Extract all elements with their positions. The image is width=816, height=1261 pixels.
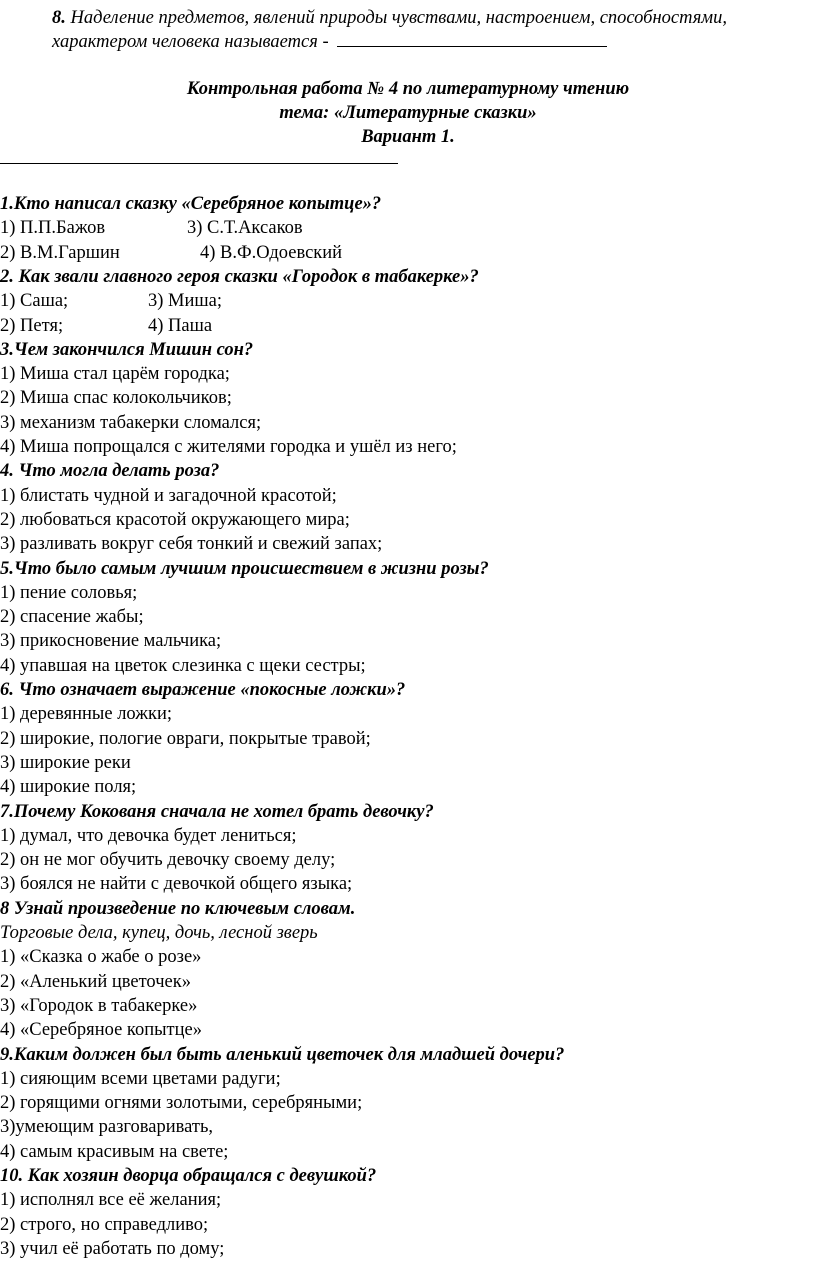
answer-blank[interactable] — [337, 30, 607, 47]
answer-option[interactable]: 3) прикосновение мальчика; — [0, 631, 222, 652]
answer-option[interactable]: 1) деревянные ложки; — [0, 704, 173, 725]
intro-number: 8. — [52, 8, 66, 28]
answer-option[interactable]: 1) сияющим всеми цветами радуги; — [0, 1068, 281, 1089]
answer-option[interactable]: 2) он не мог обучить девочку своему делу; — [0, 850, 336, 871]
question-3: 3.Чем закончился Мишин сон? — [0, 339, 254, 360]
answer-option[interactable]: 3) разливать вокруг себя тонкий и свежий запах; — [0, 534, 383, 555]
answer-option[interactable]: 3) боялся не найти с девочкой общего языка; — [0, 874, 353, 895]
answer-option[interactable]: 1) думал, что девочка будет лениться; — [0, 825, 297, 846]
answer-option[interactable]: 3) механизм табакерки сломался; — [0, 412, 262, 433]
answer-option[interactable]: 3) «Городок в табакерке» — [0, 995, 198, 1016]
question-7: 7.Почему Кокованя сначала не хотел брать девочку? — [0, 801, 434, 822]
question-6: 6. Что означает выражение «покосные ложки»? — [0, 680, 406, 700]
answer-option[interactable]: 2) «Аленький цветочек» — [0, 971, 191, 992]
answer-option[interactable]: 2) Миша спас колокольчиков; — [0, 388, 232, 409]
answer-option[interactable]: 2) В.М.Гаршин — [0, 242, 120, 263]
intro-text-2: характером человека называется - — [52, 32, 334, 52]
answer-option[interactable]: 1) пение соловья; — [0, 582, 138, 603]
answer-option[interactable]: 4) Паша — [148, 315, 213, 336]
question-10: 10. Как хозяин дворца обращался с девушкой? — [0, 1166, 377, 1186]
answer-option[interactable]: 2) строго, но справедливо; — [0, 1214, 209, 1235]
answer-option[interactable]: 4) Миша попрощался с жителями городка и ушёл из него; — [0, 437, 457, 457]
question-9: 9.Каким должен был быть аленький цветочек для младшей дочери? — [0, 1044, 565, 1065]
answer-option[interactable]: 2) любоваться красотой окружающего мира; — [0, 509, 350, 530]
divider — [0, 163, 398, 164]
page-title: Контрольная работа № 4 по литературному чтению — [186, 79, 630, 99]
answer-option[interactable]: 2) Петя; — [0, 315, 64, 336]
question-2: 2. Как звали главного героя сказки «Городок в табакерке»? — [0, 266, 479, 287]
answer-option[interactable]: 3) Миша; — [148, 291, 222, 312]
intro-line-1 — [52, 6, 727, 30]
answer-option[interactable]: 4) В.Ф.Одоевский — [200, 242, 343, 263]
question-4: 4. Что могла делать роза? — [0, 461, 220, 482]
intro-text: Наделение предметов, явлений природы чувствами, настроением, способностями, — [65, 8, 727, 28]
intro-line-2 — [52, 30, 607, 54]
answer-option[interactable]: 4) упавшая на цветок слезинка с щеки сестры; — [0, 655, 366, 676]
question-1: 1.Кто написал сказку «Серебряное копытце»? — [0, 194, 382, 214]
question-keywords: Торговые дела, купец, дочь, лесной зверь — [0, 923, 318, 943]
answer-option[interactable]: 4) «Серебряное копытце» — [0, 1020, 202, 1041]
answer-option[interactable]: 3) широкие реки — [0, 752, 131, 773]
answer-option[interactable]: 1) Миша стал царём городка; — [0, 364, 230, 385]
answer-option[interactable]: 1) Саша; — [0, 291, 69, 312]
answer-option[interactable]: 1) исполнял все её желания; — [0, 1190, 222, 1211]
answer-option[interactable]: 1) П.П.Бажов — [0, 218, 106, 239]
answer-option[interactable]: 3)умеющим разговаривать, — [0, 1117, 214, 1138]
answer-option[interactable]: 2) широкие, пологие овраги, покрытые травой; — [0, 728, 371, 749]
answer-option[interactable]: 4) широкие поля; — [0, 777, 137, 798]
answer-option[interactable]: 1) «Сказка о жабе о розе» — [0, 947, 202, 968]
answer-option[interactable]: 2) спасение жабы; — [0, 607, 144, 628]
question-8: 8 Узнай произведение по ключевым словам. — [0, 898, 356, 919]
page-variant: Вариант 1. — [361, 127, 455, 147]
answer-option[interactable]: 3) учил её работать по дому; — [0, 1238, 225, 1259]
answer-option[interactable]: 4) самым красивым на свете; — [0, 1141, 229, 1162]
answer-option[interactable]: 3) С.Т.Аксаков — [187, 218, 303, 239]
page-topic: тема: «Литературные сказки» — [279, 103, 537, 123]
answer-option[interactable]: 2) горящими огнями золотыми, серебряными; — [0, 1093, 363, 1114]
question-5: 5.Что было самым лучшим происшествием в жизни розы? — [0, 558, 489, 579]
answer-option[interactable]: 1) блистать чудной и загадочной красотой; — [0, 485, 337, 506]
